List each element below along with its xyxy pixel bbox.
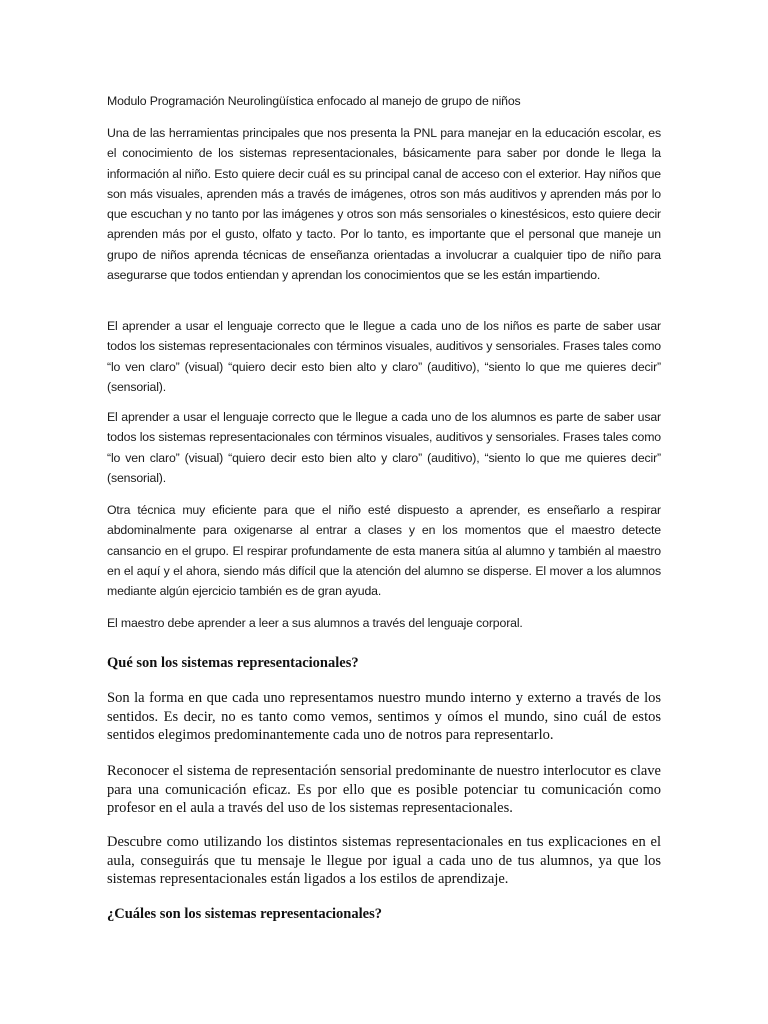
section-heading: Qué son los sistemas representacionales? xyxy=(107,655,359,671)
paragraph: Reconocer el sistema de representación sensorial predominante de nuestro interlocutor es clave para una comunicación eficaz. Es por ello que es posible potenciar tu comunicación como profesor en el aula a través del uso de los sistemas representacionales. xyxy=(107,763,661,817)
paragraph: El aprender a usar el lenguaje correcto que le llegue a cada uno de los niños es parte de saber usar todos los sistemas representacionales con términos visuales, auditivos y sensoriales. Frases tales como “lo ven claro” (visual) “quiero decir esto bien alto y claro” (auditivo), “siento lo que me quieres decir” (sensorial). xyxy=(107,319,661,394)
document-title: Modulo Programación Neurolingüística enfocado al manejo de grupo de niños xyxy=(107,94,521,108)
paragraph: Otra técnica muy eficiente para que el niño esté dispuesto a aprender, es enseñarlo a respirar abdominalmente para oxigenarse al entrar a clases y en los momentos que el maestro detecte cansancio en el grupo. El respirar profundamente de esta manera sitúa al alumno y también al maestro en el aquí y el ahora, siendo más difícil que la atención del alumno se disperse. El mover a los alumnos mediante algún ejercicio también es de gran ayuda. xyxy=(107,503,661,599)
paragraph: El aprender a usar el lenguaje correcto que le llegue a cada uno de los alumnos es parte de saber usar todos los sistemas representacionales con términos visuales, auditivos y sensoriales. Frases tales como “lo ven claro” (visual) “quiero decir esto bien alto y claro” (auditivo), “siento lo que me quieres decir” (sensorial). xyxy=(107,410,661,485)
section-heading: ¿Cuáles son los sistemas representacionales? xyxy=(107,906,382,922)
paragraph: Son la forma en que cada uno representamos nuestro mundo interno y externo a través de los sentidos. Es decir, no es tanto como vemos, sentimos y oímos el mundo, sino cuál de estos sentidos elegimos predominantemente cada uno de notros para representarlo. xyxy=(107,690,661,744)
paragraph: Descubre como utilizando los distintos sistemas representacionales en tus explicaciones en el aula, conseguirás que tu mensaje le llegue por igual a cada uno de tus alumnos, ya que los sistemas representacionales están ligados a los estilos de aprendizaje. xyxy=(107,834,661,888)
paragraph: Una de las herramientas principales que nos presenta la PNL para manejar en la educación escolar, es el conocimiento de los sistemas representacionales, básicamente para saber por donde le llega la información al niño. Esto quiere decir cuál es su principal canal de acceso con el exterior. Hay niños que son más visuales, aprenden más a través de imágenes, otros son más auditivos y aprenden más por lo que escuchan y no tanto por las imágenes y otros son más sensoriales o kinestésicos, esto quiere decir aprenden más por el gusto, olfato y tacto. Por lo tanto, es importante que el personal que maneje un grupo de niños aprenda técnicas de enseñanza orientadas a involucrar a cualquier tipo de niño para asegurarse que todos entiendan y aprendan los conocimientos que se les están impartiendo. xyxy=(107,126,661,283)
paragraph: El maestro debe aprender a leer a sus alumnos a través del lenguaje corporal. xyxy=(107,616,523,630)
